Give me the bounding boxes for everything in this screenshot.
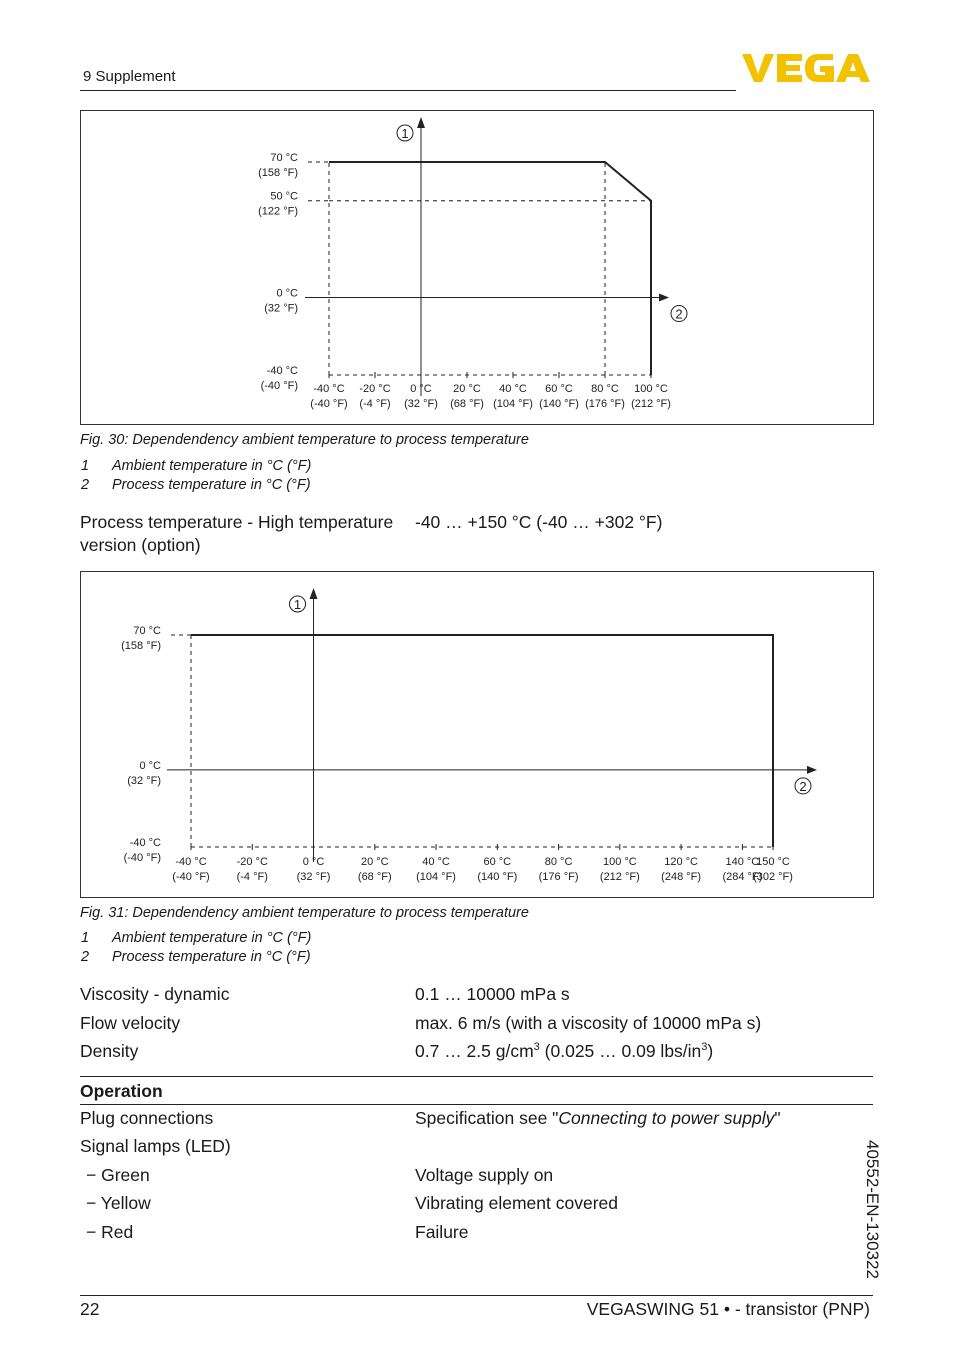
x-tick-label: 20 °C: [453, 383, 481, 395]
x-axis-arrow: [807, 766, 817, 774]
x-tick-label: -20 °C: [359, 383, 391, 395]
marker-1-label: 1: [401, 126, 409, 141]
x-tick-label: (140 °F): [539, 398, 579, 410]
x-tick-label: (104 °F): [493, 398, 533, 410]
operation-rule-top: [80, 1076, 873, 1077]
y-tick-label: (32 °F): [127, 774, 161, 787]
x-tick-label: (104 °F): [416, 871, 456, 883]
y-tick-label: (122 °F): [258, 205, 298, 218]
page-number: 22: [80, 1299, 100, 1319]
x-tick-label: 100 °C: [602, 856, 637, 868]
x-tick-label: (68 °F): [450, 398, 484, 410]
x-tick-label: (32 °F): [296, 871, 331, 883]
y-axis-arrow: [417, 117, 425, 128]
x-tick-label: 80 °C: [591, 383, 619, 395]
x-tick-label: (32 °F): [404, 398, 438, 410]
spec-row-density: [80, 1041, 714, 1062]
chart-2: [81, 572, 873, 897]
y-tick-label: (158 °F): [258, 167, 298, 179]
marker-2-label: 2: [799, 778, 807, 794]
y-tick-label: (-40 °F): [123, 852, 161, 864]
y-tick-label: 70 °C: [270, 152, 298, 164]
x-tick-label: (302 °F): [753, 871, 793, 883]
spec-label: Viscosity - dynamic: [80, 984, 230, 1004]
x-tick-label: 100 °C: [634, 383, 668, 395]
marker-1-label: 1: [293, 597, 302, 612]
x-tick-label: -40 °C: [313, 383, 345, 395]
x-tick-label: (-40 °F): [310, 398, 348, 410]
x-tick-label: (68 °F): [357, 871, 392, 883]
x-tick-label: (284 °F): [722, 871, 763, 883]
process-temp-row: [80, 512, 663, 556]
lamp-label: − Red: [86, 1222, 134, 1242]
series-line: [191, 635, 773, 847]
legend-number: 2: [81, 949, 90, 965]
operation-rule-bottom: [80, 1104, 873, 1105]
x-tick-label: (-40 °F): [172, 871, 210, 883]
y-tick-label: 0 °C: [276, 287, 298, 300]
chart-1: [81, 111, 873, 424]
x-tick-label: 0 °C: [302, 856, 325, 868]
footer-rule: [80, 1295, 873, 1296]
lamp-value: Failure: [415, 1222, 469, 1242]
y-tick-label: 70 °C: [133, 625, 161, 637]
x-tick-label: 40 °C: [499, 383, 527, 395]
legend-item: [81, 930, 311, 946]
chart-frame-2: [80, 571, 874, 898]
plug-text: ": [774, 1108, 781, 1128]
lamp-label: − Yellow: [86, 1193, 151, 1213]
legend-text: Ambient temperature in °C (°F): [112, 458, 312, 474]
x-tick-label: (176 °F): [538, 871, 579, 883]
legend-item: [81, 949, 311, 965]
x-tick-label: 80 °C: [544, 856, 573, 868]
document-code: 40552-EN-130322: [863, 1140, 882, 1279]
x-tick-label: (212 °F): [631, 398, 671, 410]
process-temp-label-line2: version (option): [80, 535, 201, 555]
x-tick-label: 140 °C: [725, 856, 760, 868]
y-tick-label: -40 °C: [266, 365, 298, 377]
spec-value: [415, 1108, 781, 1129]
lamp-row-green: [86, 1165, 554, 1186]
plug-text: Specification see ": [415, 1108, 559, 1128]
lamp-value: Voltage supply on: [415, 1165, 554, 1185]
header-rule: [80, 90, 736, 91]
y-tick-label: (-40 °F): [260, 380, 298, 392]
section-title: 9 Supplement: [83, 68, 176, 85]
y-tick-label: 50 °C: [270, 190, 298, 203]
legend-item: [81, 458, 311, 474]
chart-frame-1: [80, 110, 874, 425]
density-text: ): [707, 1041, 714, 1061]
plug-link-text: Connecting to power supply: [558, 1108, 775, 1128]
x-axis-arrow: [659, 294, 669, 302]
legend-number: 1: [81, 458, 90, 474]
legend-text: Process temperature in °C (°F): [112, 477, 311, 493]
x-tick-label: 60 °C: [483, 856, 512, 868]
operation-heading: Operation: [80, 1081, 163, 1101]
spec-row-lamps: [80, 1136, 231, 1157]
density-superscript: 3: [701, 1041, 708, 1054]
spec-row-plug: [80, 1108, 781, 1129]
spec-value: max. 6 m/s (with a viscosity of 10000 mPa s): [415, 1013, 762, 1033]
vega-logo: [742, 52, 872, 84]
x-tick-label: -40 °C: [175, 856, 207, 868]
figure-caption-2: Fig. 31: Dependendency ambient temperature to process temperature: [80, 905, 529, 921]
density-superscript: 3: [533, 1041, 540, 1054]
x-tick-label: 0 °C: [410, 383, 432, 395]
legend-number: 2: [81, 477, 90, 493]
series-line: [329, 162, 651, 375]
lamp-value: Vibrating element covered: [415, 1193, 618, 1213]
x-tick-label: 60 °C: [545, 383, 573, 395]
density-text: 0.7 … 2.5 g/cm: [415, 1041, 534, 1061]
x-tick-label: 40 °C: [422, 856, 450, 868]
figure-caption-1: Fig. 30: Dependendency ambient temperature to process temperature: [80, 432, 529, 448]
x-tick-label: 150 °C: [756, 856, 790, 868]
spec-value: 0.1 … 10000 mPa s: [415, 984, 570, 1004]
x-tick-label: (176 °F): [585, 398, 625, 410]
marker-2-label: 2: [675, 306, 683, 322]
spec-label: Plug connections: [80, 1108, 214, 1128]
spec-label: Density: [80, 1041, 139, 1061]
y-tick-label: -40 °C: [129, 837, 161, 849]
lamp-label: − Green: [86, 1165, 150, 1185]
x-tick-label: (212 °F): [599, 871, 640, 883]
process-temp-value: -40 … +150 °C (-40 … +302 °F): [415, 512, 663, 532]
x-tick-label: -20 °C: [236, 856, 268, 868]
footer-product: VEGASWING 51 • - transistor (PNP): [586, 1299, 870, 1319]
x-tick-label: (248 °F): [661, 871, 702, 883]
y-tick-label: 0 °C: [139, 759, 161, 772]
spec-label: Flow velocity: [80, 1013, 181, 1033]
y-tick-label: (158 °F): [121, 640, 161, 652]
spec-row-flow-velocity: [80, 1013, 762, 1034]
y-axis-arrow: [310, 588, 318, 599]
lamp-row-red: [86, 1222, 469, 1243]
spec-row-viscosity: [80, 984, 570, 1005]
legend-text: Ambient temperature in °C (°F): [112, 930, 312, 946]
x-tick-label: (-4 °F): [359, 398, 391, 410]
y-tick-label: (32 °F): [264, 302, 298, 315]
density-text: (0.025 … 0.09 lbs/in: [539, 1041, 702, 1061]
x-tick-label: (-4 °F): [236, 871, 268, 883]
legend-text: Process temperature in °C (°F): [112, 949, 311, 965]
x-tick-label: 20 °C: [360, 856, 389, 868]
legend-item: [81, 477, 311, 493]
spec-value: [415, 1041, 713, 1062]
spec-label: Signal lamps (LED): [80, 1136, 231, 1156]
process-temp-label-line1: Process temperature - High temperature: [80, 512, 394, 532]
legend-number: 1: [81, 930, 90, 946]
lamp-row-yellow: [86, 1193, 618, 1214]
x-tick-label: (140 °F): [477, 871, 518, 883]
x-tick-label: 120 °C: [664, 856, 698, 868]
